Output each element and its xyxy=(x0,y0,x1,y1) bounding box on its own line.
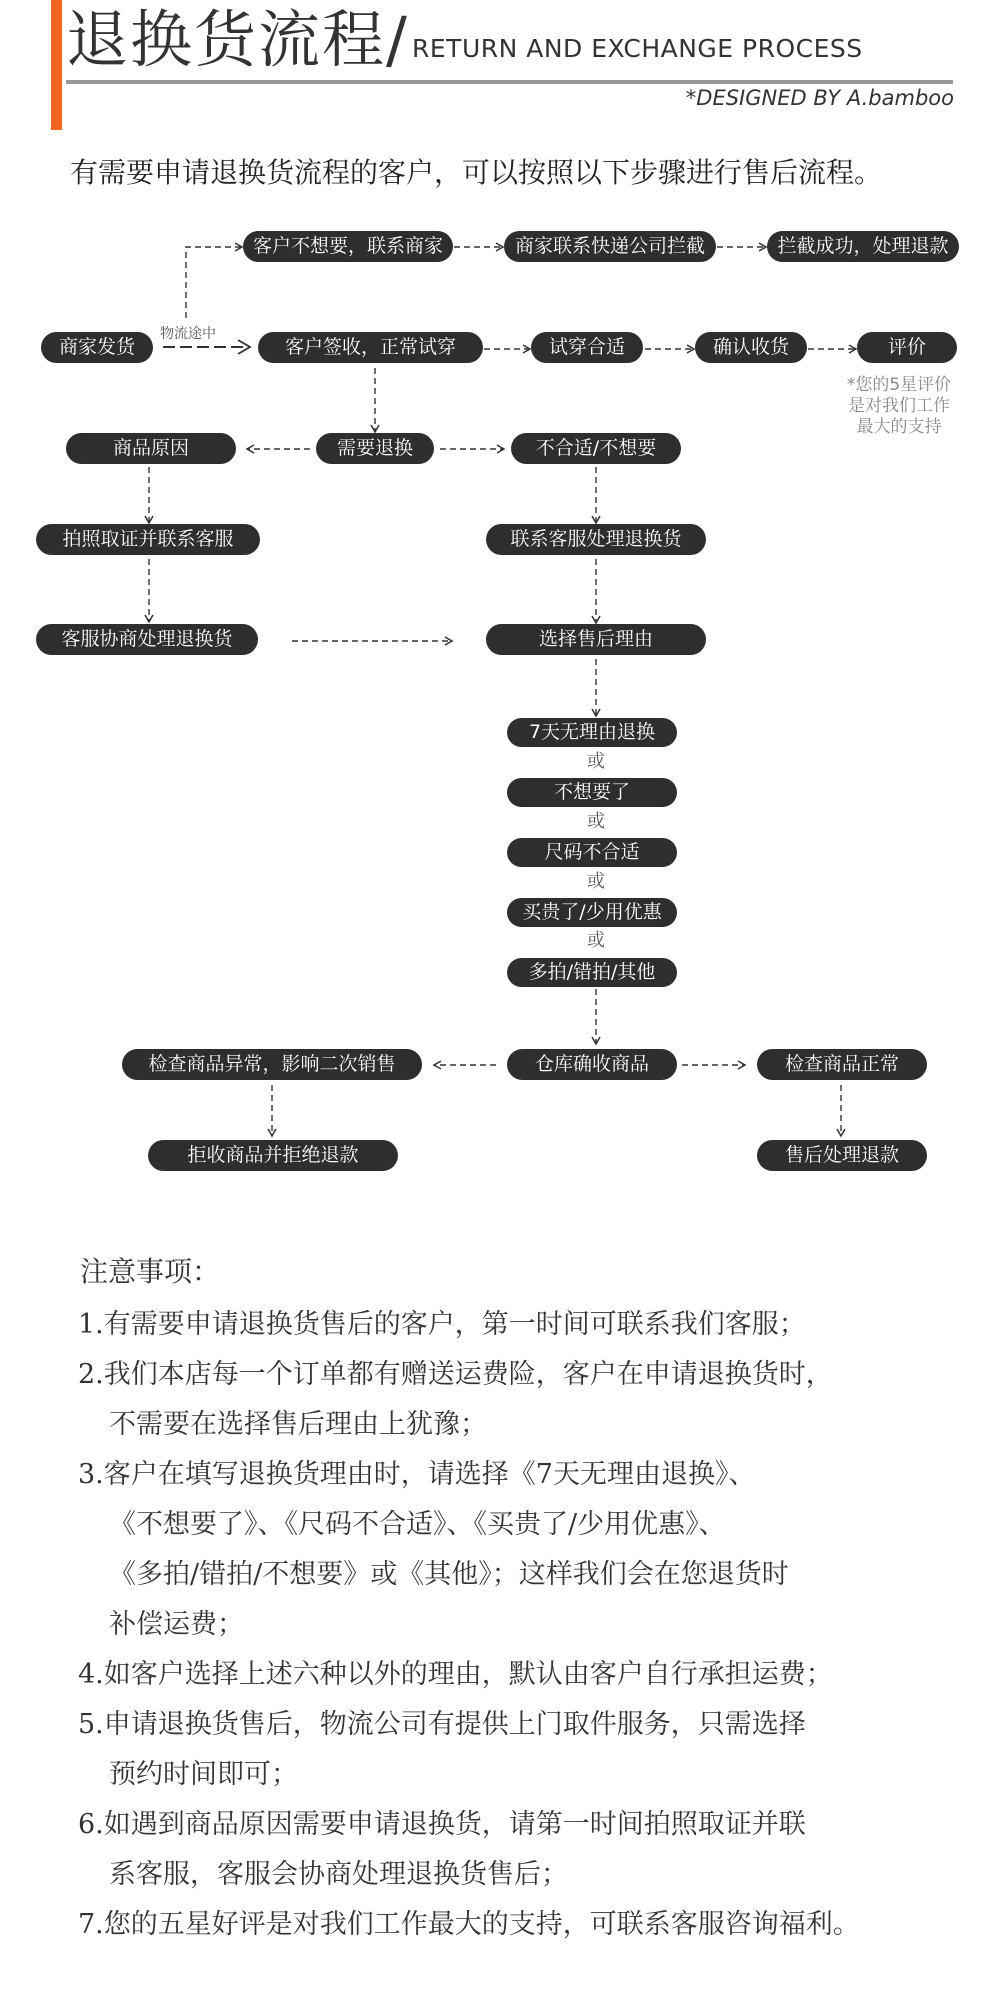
note-line: 预约时间即可； xyxy=(109,1759,298,1790)
review-note-line-1: *您的5星评价 xyxy=(846,375,952,395)
node-need-return: 需要退换 xyxy=(316,433,434,464)
node-not-fit: 不合适/不想要 xyxy=(511,433,681,464)
note-line: 3.客户在填写退换货理由时，请选择《7天无理由退换》、 xyxy=(78,1459,756,1490)
node-reason-multi: 多拍/错拍/其他 xyxy=(507,958,677,987)
node-reason-size: 尺码不合适 xyxy=(507,838,677,867)
node-reason-unwanted: 不想要了 xyxy=(507,778,677,807)
note-line: 《不想要了》、《尺码不合适》、《买贵了/少用优惠》、 xyxy=(109,1509,726,1540)
node-merchant-intercept: 商家联系快递公司拦截 xyxy=(504,231,716,262)
node-customer-unwanted: 客户不想要，联系商家 xyxy=(243,231,453,262)
note-line: 补偿运费； xyxy=(109,1609,244,1640)
note-line: 7.您的五星好评是对我们工作最大的支持，可联系客服咨询福利。 xyxy=(78,1909,860,1940)
review-note-line-2: 是对我们工作 xyxy=(848,396,950,416)
intro-text: 有需要申请退换货流程的客户，可以按照以下步骤进行售后流程。 xyxy=(70,156,883,189)
notes-title: 注意事项： xyxy=(80,1255,221,1288)
node-service-negotiate: 客服协商处理退换货 xyxy=(36,624,258,655)
node-intercept-ok: 拦截成功，处理退款 xyxy=(767,231,959,262)
node-aftersale-refund: 售后处理退款 xyxy=(757,1140,927,1171)
node-choose-reason: 选择售后理由 xyxy=(486,624,706,655)
node-normal: 检查商品正常 xyxy=(757,1049,927,1080)
or-text: 或 xyxy=(587,751,605,772)
page-subtitle: RETURN AND EXCHANGE PROCESS xyxy=(412,34,863,63)
review-note xyxy=(829,375,969,438)
note-line: 1.有需要申请退换货售后的客户，第一时间可联系我们客服； xyxy=(78,1309,806,1340)
node-customer-sign: 客户签收，正常试穿 xyxy=(258,332,483,363)
note-line: 5.申请退换货售后，物流公司有提供上门取件服务，只需选择 xyxy=(78,1709,806,1740)
or-text: 或 xyxy=(587,871,605,892)
node-refuse: 拒收商品并拒绝退款 xyxy=(148,1140,398,1171)
node-abnormal: 检查商品异常，影响二次销售 xyxy=(122,1049,422,1080)
note-line: 不需要在选择售后理由上犹豫； xyxy=(109,1409,487,1440)
notes-list xyxy=(78,1300,978,1950)
node-confirm-receipt: 确认收货 xyxy=(695,332,807,363)
node-merchant-ship: 商家发货 xyxy=(41,332,153,363)
note-line: 《多拍/错拍/不想要》或《其他》；这样我们会在您退货时 xyxy=(109,1559,789,1590)
node-reason-expensive: 买贵了/少用优惠 xyxy=(507,898,677,927)
review-note-line-3: 最大的支持 xyxy=(856,417,942,437)
node-warehouse-check: 仓库确收商品 xyxy=(507,1049,677,1080)
note-line: 4.如客户选择上述六种以外的理由，默认由客户自行承担运费； xyxy=(78,1659,833,1690)
note-line: 2.我们本店每一个订单都有赠送运费险，客户在申请退换货时， xyxy=(78,1359,833,1390)
node-product-reason: 商品原因 xyxy=(66,433,236,464)
designer-credit: *DESIGNED BY A.bamboo xyxy=(685,86,954,110)
node-photo-evidence: 拍照取证并联系客服 xyxy=(36,524,260,555)
note-line: 系客服，客服会协商处理退换货售后； xyxy=(109,1859,568,1890)
in-transit-label: 物流途中 xyxy=(160,326,216,342)
node-reason-7days: 7天无理由退换 xyxy=(507,718,677,747)
page-title: 退换货流程/ xyxy=(66,3,409,76)
node-review: 评价 xyxy=(857,332,957,363)
node-contact-service: 联系客服处理退换货 xyxy=(486,524,706,555)
or-text: 或 xyxy=(587,930,605,951)
node-fit-ok: 试穿合适 xyxy=(531,332,643,363)
or-text: 或 xyxy=(587,811,605,832)
connector-ship-to-unwanted xyxy=(186,247,242,318)
note-line: 6.如遇到商品原因需要申请退换货，请第一时间拍照取证并联 xyxy=(78,1809,806,1840)
